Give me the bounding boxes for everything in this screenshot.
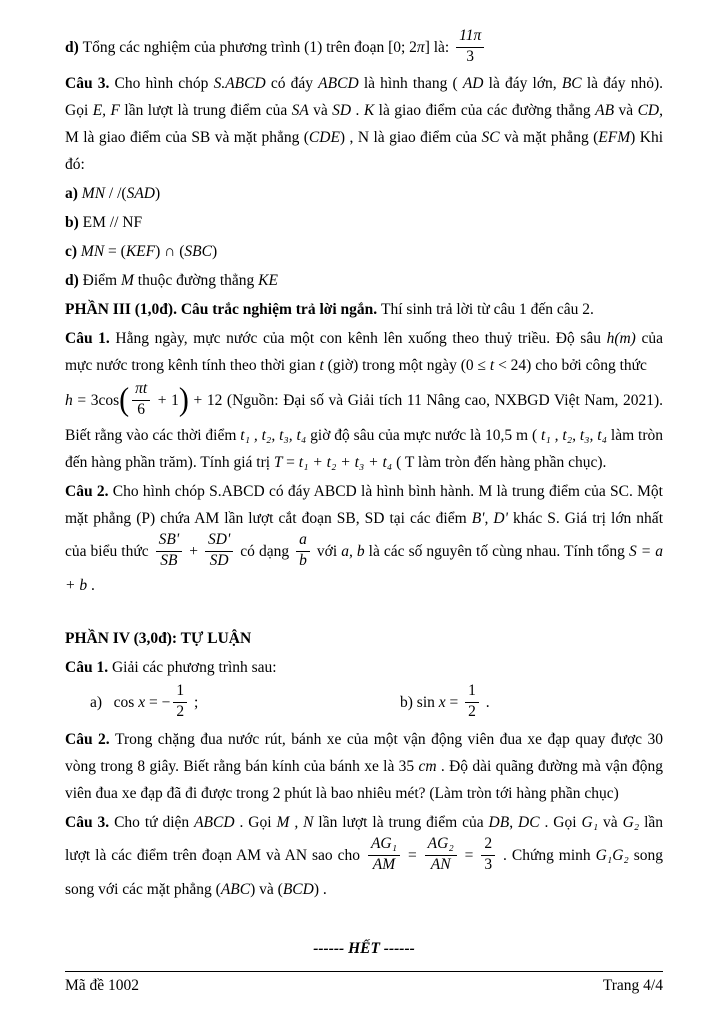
bold-text: a) [65,185,82,203]
math-text: EFM [598,129,631,147]
text: có dạng [236,542,294,560]
text: thuộc đường thẳng [137,272,259,290]
fraction-numerator: 11π [456,27,484,48]
fraction-denominator: SD [209,551,229,569]
text: là giao điểm của các đường thẳng [378,102,596,120]
math-text: SC [481,129,505,147]
bold-text: d) [65,272,83,290]
math-text: MN [80,243,105,261]
fraction [456,27,484,65]
text: và [603,813,623,831]
fraction-denominator: AN [430,855,451,873]
phan3-cau1 [65,325,663,379]
math-text: BC [561,75,587,93]
bold-text: c) [65,243,81,261]
text: = [459,846,479,864]
text: Hằng ngày, mực nước của một con kênh lên xuống theo thuỷ triều. Độ sâu [115,330,607,348]
fraction-denominator: SB [160,551,178,569]
text: lần lượt là trung điểm của [124,102,292,120]
fraction [425,835,457,873]
phan4-cau2 [65,726,663,807]
bold-text: PHẦN III (1,0đ). Câu trắc nghiệm trả lời ngắn. [65,301,382,319]
text: giờ độ sâu của mực nước là 10,5 m ( [310,426,542,444]
text: khác S. Giá trị lớn nhất của biểu thức [65,509,663,560]
text: . [87,577,95,595]
text: Cho hình chóp S.ABCD có đáy ABCD là hình bình hành. M là trung điểm của SC. Một mặt phẳng (P) chứa AM lần lượt cắt đoạn SB, SD tại các điểm [65,482,663,527]
fraction-denominator: 3 [484,855,493,873]
math-text: x [438,694,446,712]
math-text: CDE [308,129,340,147]
option-a [65,180,663,207]
text: . [481,694,490,712]
fraction-numerator: a [296,531,310,552]
math-text: cm [418,757,437,775]
bold-text: d) [65,38,83,56]
bold-text: Câu 1. [65,659,112,677]
text: . [351,102,364,120]
fraction-numerator: AG₂ [425,835,457,856]
phan4-cau1-parts [65,683,663,723]
text: ) , N là giao điểm của [339,129,482,147]
math-text: a, b [341,542,369,560]
option-d [65,267,663,294]
text: ] là: [424,38,454,56]
fraction-denominator: AM [372,855,396,873]
math-text: G₁ [581,813,604,831]
math-text: ABC [220,881,251,899]
bold-text: Câu 3. [65,813,115,831]
phan4-cau1 [65,654,663,681]
text: và mặt phẳng ( [504,129,599,147]
fraction-numerator: SD' [205,531,233,552]
fraction [205,531,233,569]
big-paren: ( [119,381,130,418]
bold-text: b) [65,214,83,232]
phan3-cau2 [65,478,663,599]
text: Điểm [82,272,121,290]
math-text: x [138,694,146,712]
math-text: CD [637,102,660,120]
math-text: T [273,453,287,471]
page-footer [65,971,663,996]
math-text: t [489,357,499,375]
text: Thí sinh trả lời từ câu 1 đến câu 2. [381,301,594,319]
text: EM // NF [82,214,143,232]
text: / /( [105,185,127,203]
text: (giờ) trong một ngày (0 ≤ [327,357,490,375]
end-marker [65,935,663,962]
text: + [185,542,202,560]
text: = ( [104,243,126,261]
math-text: AD [462,75,489,93]
text: và [313,102,333,120]
math-text: S = a + b [65,542,663,595]
math-text: KEF [125,243,156,261]
text: . Độ dài quãng đường mà vận động viên đua xe đạp đã đi được trong 2 phút là bao nhiêu mét? (Làm tròn tới hàng phần chục) [65,757,663,802]
text: . Chứng minh [498,846,596,864]
text: Tổng các nghiệm của phương trình (1) trên đoạn [82,38,389,56]
text: ) . [313,881,327,899]
document-body [65,28,663,962]
option-b [65,209,663,236]
math-text: MN [81,185,106,203]
phan4-cau3 [65,809,663,903]
text: = [286,453,299,471]
fraction-numerator: 2 [481,835,495,856]
fraction [132,380,150,418]
math-text: G₂ [622,813,645,831]
math-text: DB [488,813,510,831]
math-text: SA [291,102,314,120]
statement-d [65,28,663,68]
fraction-numerator: πt [132,380,150,401]
text: song song với các mặt phẳng ( [65,846,664,899]
text: lần lượt là các điểm trên đoạn AM và AN sao cho [65,813,664,864]
phan3-heading [65,296,663,323]
fraction-numerator: SB' [156,531,183,552]
text: + 12 (Nguồn: Đại số và Giải tích 11 Nâng cao, NXBGD Việt Nam, 2021). Biết rằng vào các thời điểm [65,392,664,444]
fraction [465,682,479,720]
text: Cho tứ diện [114,813,195,831]
option-c [65,238,663,265]
text: có đáy [270,75,319,93]
fraction-denominator: 6 [137,401,146,419]
fraction-denominator: b [299,551,307,569]
math-text: M , N [276,813,319,831]
big-paren: ) [178,381,189,418]
text: Giải các phương trình sau: [111,659,277,677]
text: ) Khi đó: [65,129,663,174]
text: ) ∩ ( [155,243,185,261]
bold-text: Câu 2. [65,482,113,500]
text: b) sin [400,694,439,712]
math-text: DC [518,813,540,831]
fraction-denominator: 2 [468,703,476,721]
bold-italic-text: ------ HẾT ------ [313,940,415,958]
text: ; [190,694,199,712]
text: với [312,542,342,560]
text: = − [145,694,171,712]
math-text: B', D' [471,509,513,527]
column-left [65,683,400,723]
text: Cho hình chóp [114,75,214,93]
fraction [368,835,400,873]
exam-code: Mã đề 1002 [65,977,140,994]
text: ) [211,243,218,261]
phan4-heading [65,625,663,652]
text: Trong chặng đua nước rút, bánh xe của một vận động viên đua xe đạp quay được 30 vòng trong 8 giây. Biết rằng bán kính của bánh xe là 35 [65,730,663,775]
text: làm tròn đến hàng phần trăm). Tính giá trị [65,426,664,471]
text: ( T làm tròn đến hàng phần chục). [396,453,607,471]
text: của mực nước trong kênh tính theo thời gian [65,330,663,375]
math-text: ABCD [318,75,364,93]
text: , [509,813,519,831]
math-text: AB [595,102,619,120]
page-number: Trang 4/4 [602,977,663,994]
phan3-cau1-formula [65,381,663,475]
math-text: π [416,38,425,56]
text: là đáy lớn, [488,75,562,93]
math-text: SD [332,102,352,120]
text: , M là giao điểm của SB và mặt phẳng ( [65,102,663,147]
fraction-numerator: 1 [173,682,187,703]
text: = [403,846,422,864]
math-text: t [319,357,328,375]
text: là hình thang ( [363,75,463,93]
math-text: SAD [126,185,155,203]
text: = 3cos [72,392,120,410]
text: và [618,102,638,120]
bold-text: PHẦN IV (3,0đ): TỰ LUẬN [65,630,252,648]
column-right [400,683,663,723]
text: < 24) cho bởi công thức [498,357,647,375]
fraction [481,835,495,873]
math-text: M [120,272,138,290]
fraction [296,531,310,569]
text: là các số nguyên tố cùng nhau. Tính tổng [368,542,629,560]
text: lần lượt là trung điểm của [318,813,489,831]
math-text: K [363,102,379,120]
text: là đáy nhỏ). Gọi [65,75,664,120]
math-text: ABCD [194,813,235,831]
fraction-numerator: 1 [465,682,479,703]
bold-text: Câu 2. [65,730,116,748]
math-text: t₁ + t₂ + t₃ + t₄ [298,453,397,471]
bold-text: Câu 3. [65,75,115,93]
math-text: h(m) [606,330,642,348]
fraction [156,531,183,569]
math-text: KE [258,272,278,290]
bold-text: Câu 1. [65,330,116,348]
math-text: SBC [184,243,212,261]
cau3-statement [65,70,663,178]
text: = [445,694,463,712]
fraction-numerator: AG₁ [368,835,400,856]
fraction [173,682,187,720]
text: a) cos [90,694,139,712]
math-text: t₁ , t₂, t₃, t₄ [240,426,311,444]
text: [0; 2 [388,38,417,56]
text: + 1 [153,392,179,410]
text: ) [155,185,161,203]
text: . Gọi [234,813,277,831]
fraction-denominator: 2 [176,703,185,721]
text: ) và ( [250,881,283,899]
math-text: h [65,392,73,410]
math-text: t₁ , t₂, t₃, t₄ [541,426,611,444]
text: . Gọi [539,813,582,831]
math-text: E, F [92,102,125,120]
math-text: S.ABCD [213,75,271,93]
math-text: G₁G₂ [595,846,634,864]
math-text: BCD [282,881,314,899]
fraction-denominator: 3 [466,47,475,65]
